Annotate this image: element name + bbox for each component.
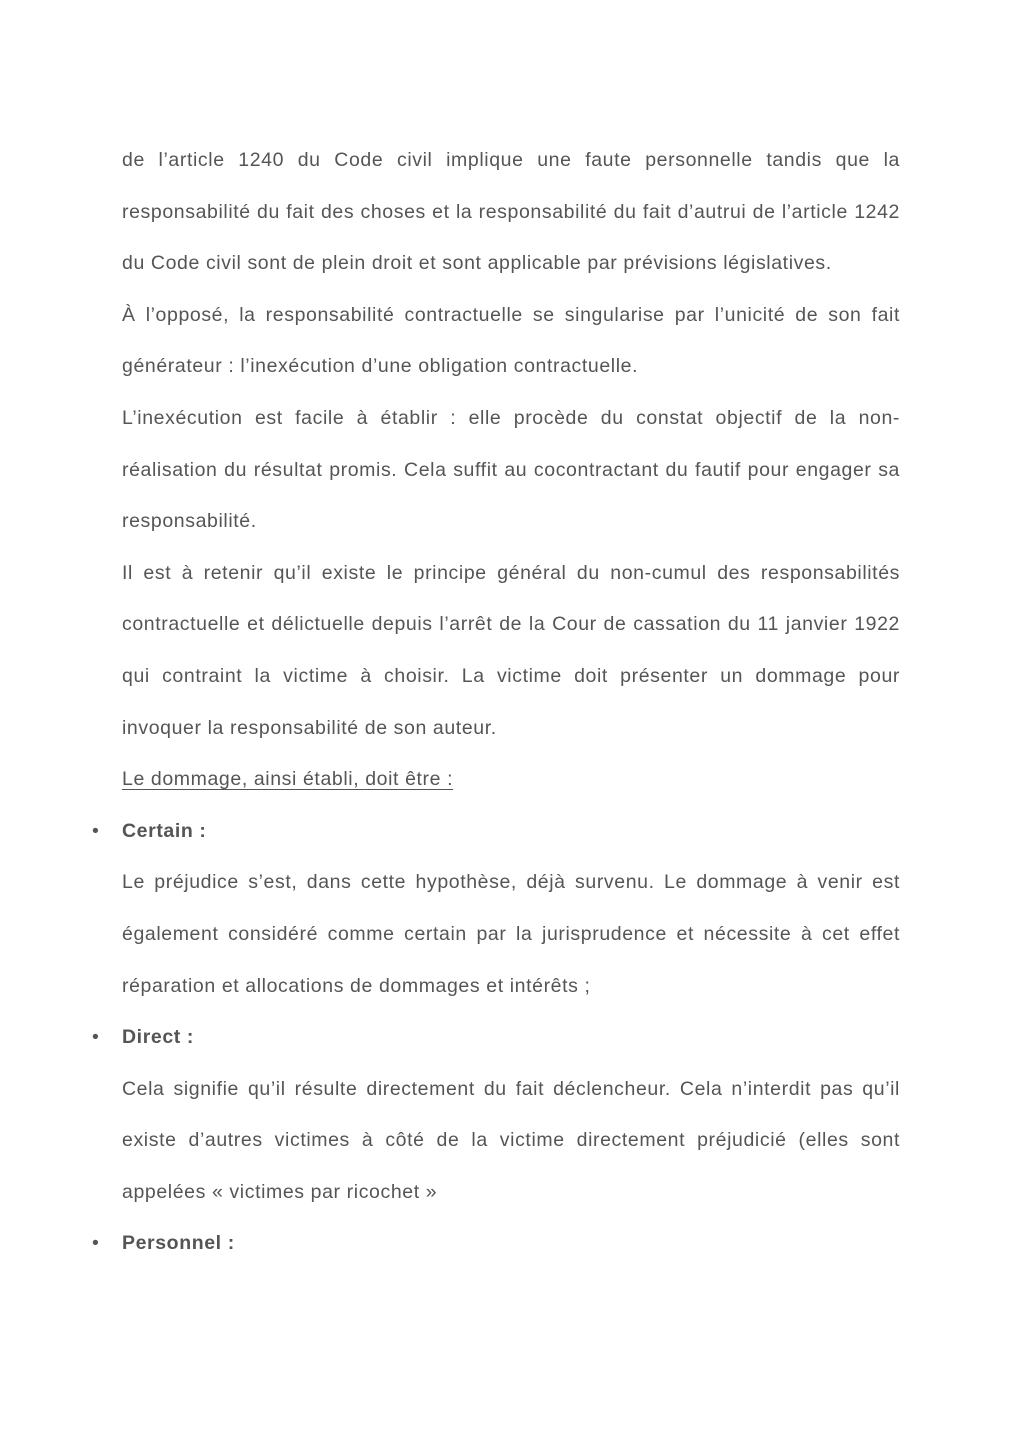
document-body [92,135,900,1270]
bullet-icon: • [92,1232,100,1255]
subheading-text: Le dommage, ainsi établi, doit être : [122,768,454,791]
list-item-label: Personnel : [122,1232,235,1255]
paragraph-fault-liability: de l’article 1240 du Code civil implique une faute personnelle tandis que la responsabilité du fait des choses et la responsabilité du fait d’autrui de l’article 1242 du Code civil sont de plein droit et sont applicable par prévisions législatives. [122,149,900,275]
paragraph-non-performance: L’inexécution est facile à établir : elle procède du constat objectif de la non-réalisation du résultat promis. Cela suffit au cocontractant du fautif pour engager sa responsabilité. [122,406,900,533]
list-item-certain [92,806,900,858]
paragraph-non-cumul-principle: Il est à retenir qu’il existe le principe général du non-cumul des responsabilités contractuelle et délictuelle depuis l’arrêt de la Cour de cassation du 11 janvier 1922 qui contraint la victime à choisir. La victime doit présenter un dommage pour invoquer la responsabilité de son auteur. [122,561,900,739]
damage-conditions-subheading [122,754,900,806]
bullet-icon: • [92,819,100,842]
list-item-text: Le préjudice s’est, dans cette hypothèse, déjà survenu. Le dommage à venir est également considéré comme certain par la jurisprudence et nécessite à cet effet réparation et allocations de dommages et intérêts ; [122,871,900,997]
bullet-icon: • [92,1026,100,1049]
list-item-label: Direct : [122,1026,194,1049]
list-item-direct [92,1012,900,1064]
list-item-label: Certain : [122,819,207,842]
list-item-personnel [92,1218,900,1270]
paragraph-contractual-liability: À l’opposé, la responsabilité contractuelle se singularise par l’unicité de son fait générateur : l’inexécution d’une obligation contractuelle. [122,303,900,378]
list-item-text: Cela signifie qu’il résulte directement du fait déclencheur. Cela n’interdit pas qu’il existe d’autres victimes à côté de la victime directement préjudicié (elles sont appelées « victimes par ricochet » [122,1077,900,1203]
